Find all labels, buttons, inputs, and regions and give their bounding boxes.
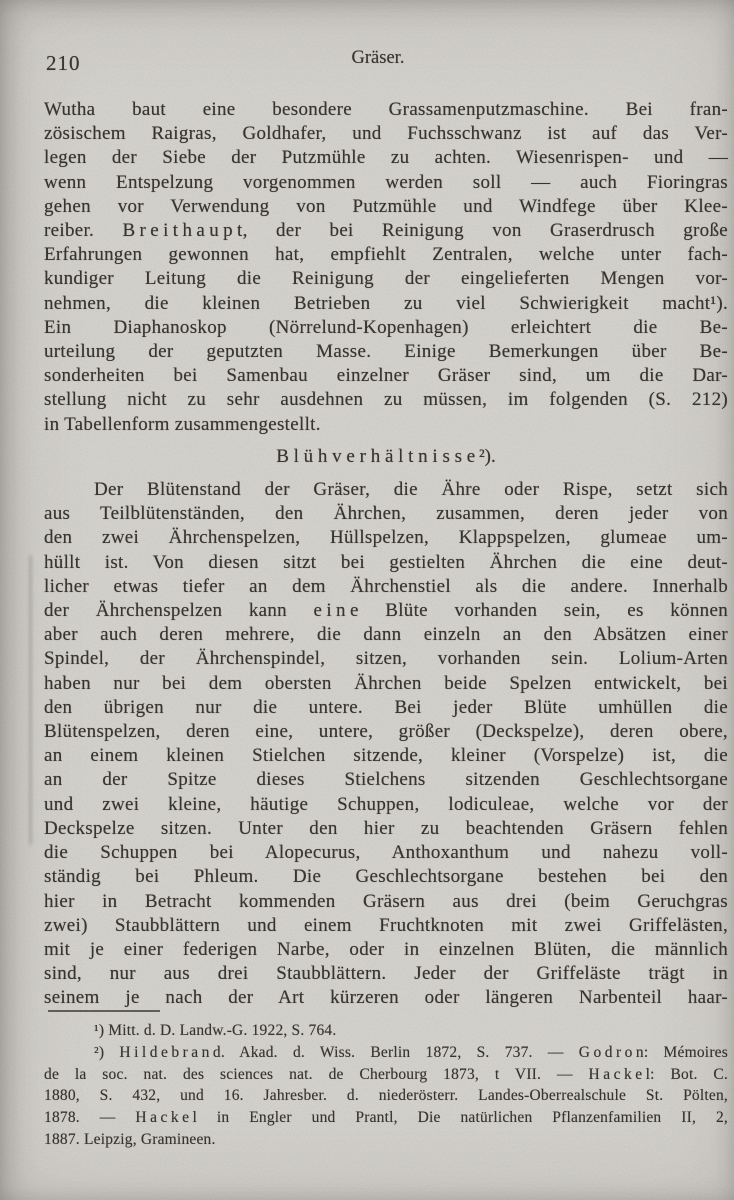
page-header <box>44 46 728 74</box>
text-line: Blütenspelzen, deren eine, untere, größer (Deckspelze), deren obere, <box>44 721 728 743</box>
paragraph-1 <box>44 98 728 437</box>
text-line: Deckspelze sitzen. Unter den hier zu beachtenden Gräsern fehlen <box>44 817 728 839</box>
text-line: Ein Diaphanoskop (Nörrelund-Kopenhagen) erleichtert die Be- <box>44 316 728 338</box>
text-line: Spindel, der Ährchenspindel, sitzen, vorhanden sein. Lolium-Arten <box>44 648 728 670</box>
text-line: sonderheiten bei Samenbau einzelner Gräser sind, um die Dar- <box>44 365 728 387</box>
text-line: stellung nicht zu sehr ausdehnen zu müssen, im folgenden (S. 212) <box>44 389 728 411</box>
text-line: und zwei kleine, häutige Schuppen, lodiculeae, welche vor der <box>44 793 728 815</box>
text-line: der Ährchenspelzen kann e i n e Blüte vorhanden sein, es können <box>44 600 728 622</box>
text-line: seinem je nach der Art kürzeren oder längeren Narbenteil haar- <box>44 987 728 1009</box>
text-line: hier in Betracht kommenden Gräsern aus drei (beim Geruchgras <box>44 890 728 912</box>
footnote-rule <box>48 1010 160 1012</box>
text-line: zwei) Staubblättern und einem Fruchtknoten mit zwei Griffelästen, <box>44 914 728 936</box>
text-line: ²) H i l d e b r a n d. Akad. d. Wiss. Berlin 1872, S. 737. — G o d r o n: Mémoires <box>94 1043 728 1061</box>
running-title: Gräser. <box>351 48 405 68</box>
footnote-2 <box>44 1042 728 1151</box>
text-line: reiber. B r e i t h a u p t, der bei Reinigung von Graserdrusch große <box>44 220 728 242</box>
text-line: urteilung der geputzten Masse. Einige Bemerkungen über Be- <box>44 341 728 363</box>
text-line: sind, nur aus drei Staubblättern. Jeder der Griffeläste trägt in <box>44 963 728 985</box>
text-line: die Schuppen bei Alopecurus, Anthoxanthum und nahezu voll- <box>44 842 728 864</box>
text-line: kundiger Leitung die Reinigung der eingelieferten Mengen vor- <box>44 268 728 290</box>
page-number: 210 <box>46 51 81 75</box>
text-line: ¹) Mitt. d. D. Landw.-G. 1922, S. 764. <box>94 1022 337 1039</box>
footnote-block <box>44 1010 728 1151</box>
text-line: an der Spitze dieses Stielchens sitzenden Geschlechtsorgane <box>44 769 728 791</box>
scan-streak-artifact <box>29 555 32 845</box>
text-line: 1880, S. 432, und 16. Jahresber. d. niederösterr. Landes-Oberrealschule St. Pölten, <box>44 1087 728 1105</box>
text-line: Der Blütenstand der Gräser, die Ähre oder Rispe, setzt sich <box>94 479 728 501</box>
section-heading: B l ü h v e r h ä l t n i s s e ²). <box>276 445 496 467</box>
text-line: gehen vor Verwendung von Putzmühle und Windfege über Klee- <box>44 195 728 217</box>
text-line: licher etwas tiefer an dem Ährchenstiel als die andere. Innerhalb <box>44 575 728 597</box>
text-line: de la soc. nat. des sciences nat. de Cherbourg 1873, t VII. — H a c k e l: Bot. C. <box>44 1065 728 1083</box>
text-line: Wutha baut eine besondere Grassamenputzmaschine. Bei fran- <box>44 99 728 120</box>
text-line: wenn Entspelzung vorgenommen werden soll — auch Fioringras <box>44 171 728 193</box>
text-line: Erfahrungen gewonnen hat, empfiehlt Zentralen, welche unter fach- <box>44 244 728 266</box>
body-text <box>44 98 728 1011</box>
footnote-1 <box>44 1020 728 1042</box>
text-line: legen der Siebe der Putzmühle zu achten. Wiesenrispen- und — <box>44 147 728 169</box>
text-line: aus Teilblütenständen, den Ährchen, zusammen, deren jeder von <box>44 503 728 525</box>
text-line: in Tabellenform zusammengestellt. <box>44 413 321 435</box>
text-line: 1878. — H a c k e l in Engler und Prantl, Die natürlichen Pflanzenfamilien II, 2, <box>44 1109 728 1127</box>
paragraph-2 <box>44 478 728 1010</box>
text-line: 1887. Leipzig, Gramineen. <box>44 1130 216 1148</box>
text-line: aber auch deren mehrere, die dann einzeln an den Absätzen einer <box>44 624 728 646</box>
text-line: haben nur bei dem obersten Ährchen beide Spelzen entwickelt, bei <box>44 672 728 694</box>
text-line: nehmen, die kleinen Betrieben zu viel Schwierigkeit macht¹). <box>44 292 728 314</box>
text-line: hüllt ist. Von diesen sitzt bei gestielten Ährchen die eine deut- <box>44 551 728 573</box>
text-line: den übrigen nur die untere. Bei jeder Blüte umhüllen die <box>44 696 728 718</box>
text-line: ständig bei Phleum. Die Geschlechtsorgane bestehen bei den <box>44 866 728 888</box>
text-line: zösischem Raigras, Goldhafer, und Fuchsschwanz ist auf das Ver- <box>44 123 728 145</box>
text-line: mit je einer federigen Narbe, oder in einzelnen Blüten, die männlich <box>44 938 728 960</box>
text-line: an einem kleinen Stielchen sitzende, kleiner (Vorspelze) ist, die <box>44 745 728 767</box>
text-line: den zwei Ährchenspelzen, Hüllspelzen, Klappspelzen, glumeae um- <box>44 527 728 549</box>
